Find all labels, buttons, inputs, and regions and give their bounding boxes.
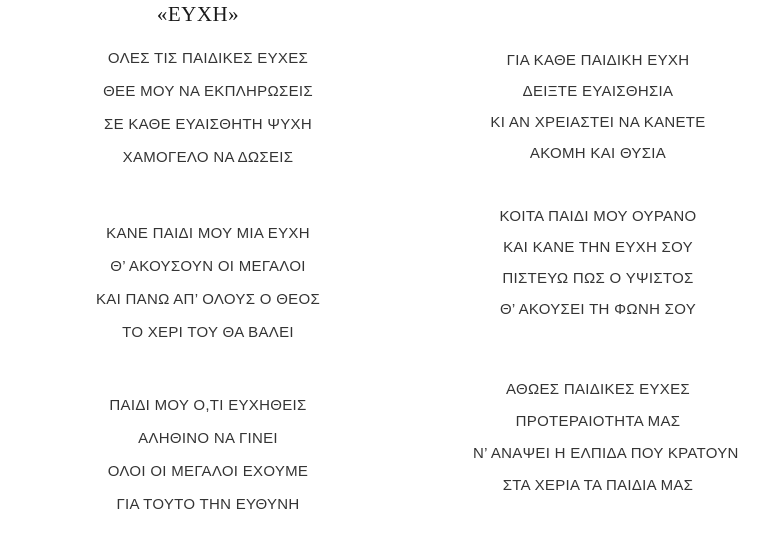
poem-line: ΣΕ ΚΑΘΕ ΕΥΑΙΣΘΗΤΗ ΨΥΧΗ — [104, 116, 312, 133]
poem-line: ΑΛΗΘΙΝΟ ΝΑ ΓΙΝΕΙ — [138, 430, 278, 447]
poem-line: ΠΙΣΤΕΥΩ ΠΩΣ Ο ΥΨΙΣΤΟΣ — [502, 270, 694, 287]
poem-line: ΠΡΟΤΕΡΑΙΟΤΗΤΑ ΜΑΣ — [515, 413, 681, 430]
poem-line: ΑΚΟΜΗ ΚΑΙ ΘΥΣΙΑ — [529, 145, 667, 162]
right-stanza-3 — [473, 374, 739, 502]
poem-line: ΚΑΝΕ ΠΑΙΔΙ ΜΟΥ ΜΙΑ ΕΥΧΗ — [106, 225, 310, 242]
left-stanza-1 — [83, 42, 333, 174]
poem-line: ΔΕΙΞΤΕ ΕΥΑΙΣΘΗΣΙΑ — [522, 83, 674, 100]
poem-line: ΚΑΙ ΠΑΝΩ ΑΠ’ ΟΛΟΥΣ Ο ΘΕΟΣ — [95, 291, 321, 308]
poem-title: «ΕΥΧΗ» — [156, 2, 240, 26]
left-stanza-3 — [83, 389, 333, 521]
poem-line: Ν’ ΑΝΑΨΕΙ Η ΕΛΠΙΔΑ ΠΟΥ ΚΡΑΤΟΥΝ — [473, 445, 739, 462]
poem-line: Θ’ ΑΚΟΥΣΕΙ ΤΗ ΦΩΝΗ ΣΟΥ — [499, 301, 697, 318]
poem-line: ΚΟΙΤΑ ΠΑΙΔΙ ΜΟΥ ΟΥΡΑΝΟ — [499, 208, 697, 225]
poem-line: ΤΟ ΧΕΡΙ ΤΟΥ ΘΑ ΒΑΛΕΙ — [122, 324, 294, 341]
right-stanza-2 — [473, 201, 723, 325]
poem-line: ΚΙ ΑΝ ΧΡΕΙΑΣΤΕΙ ΝΑ ΚΑΝΕΤΕ — [490, 114, 706, 131]
poem-line: ΣΤΑ ΧΕΡΙΑ ΤΑ ΠΑΙΔΙΑ ΜΑΣ — [502, 477, 694, 494]
poem-line: ΘΕΕ ΜΟΥ ΝΑ ΕΚΠΛΗΡΩΣΕΙΣ — [103, 83, 313, 100]
poem-line: ΚΑΙ ΚΑΝΕ ΤΗΝ ΕΥΧΗ ΣΟΥ — [503, 239, 693, 256]
poem-line: ΧΑΜΟΓΕΛΟ ΝΑ ΔΩΣΕΙΣ — [122, 149, 294, 166]
right-stanza-1 — [473, 45, 723, 169]
poem-line: Θ’ ΑΚΟΥΣΟΥΝ ΟΙ ΜΕΓΑΛΟΙ — [110, 258, 306, 275]
poem-line: ΓΙΑ ΚΑΘΕ ΠΑΙΔΙΚΗ ΕΥΧΗ — [506, 52, 690, 69]
poem-line: ΟΛΟΙ ΟΙ ΜΕΓΑΛΟΙ ΕΧΟΥΜΕ — [107, 463, 309, 480]
poem-line: ΑΘΩΕΣ ΠΑΙΔΙΚΕΣ ΕΥΧΕΣ — [506, 381, 690, 398]
poem-line: ΓΙΑ ΤΟΥΤΟ ΤΗΝ ΕΥΘΥΝΗ — [116, 496, 300, 513]
left-stanza-2 — [83, 217, 333, 349]
poem-line: ΟΛΕΣ ΤΙΣ ΠΑΙΔΙΚΕΣ ΕΥΧΕΣ — [107, 50, 309, 67]
poem-line: ΠΑΙΔΙ ΜΟΥ Ο,ΤΙ ΕΥΧΗΘΕΙΣ — [109, 397, 307, 414]
